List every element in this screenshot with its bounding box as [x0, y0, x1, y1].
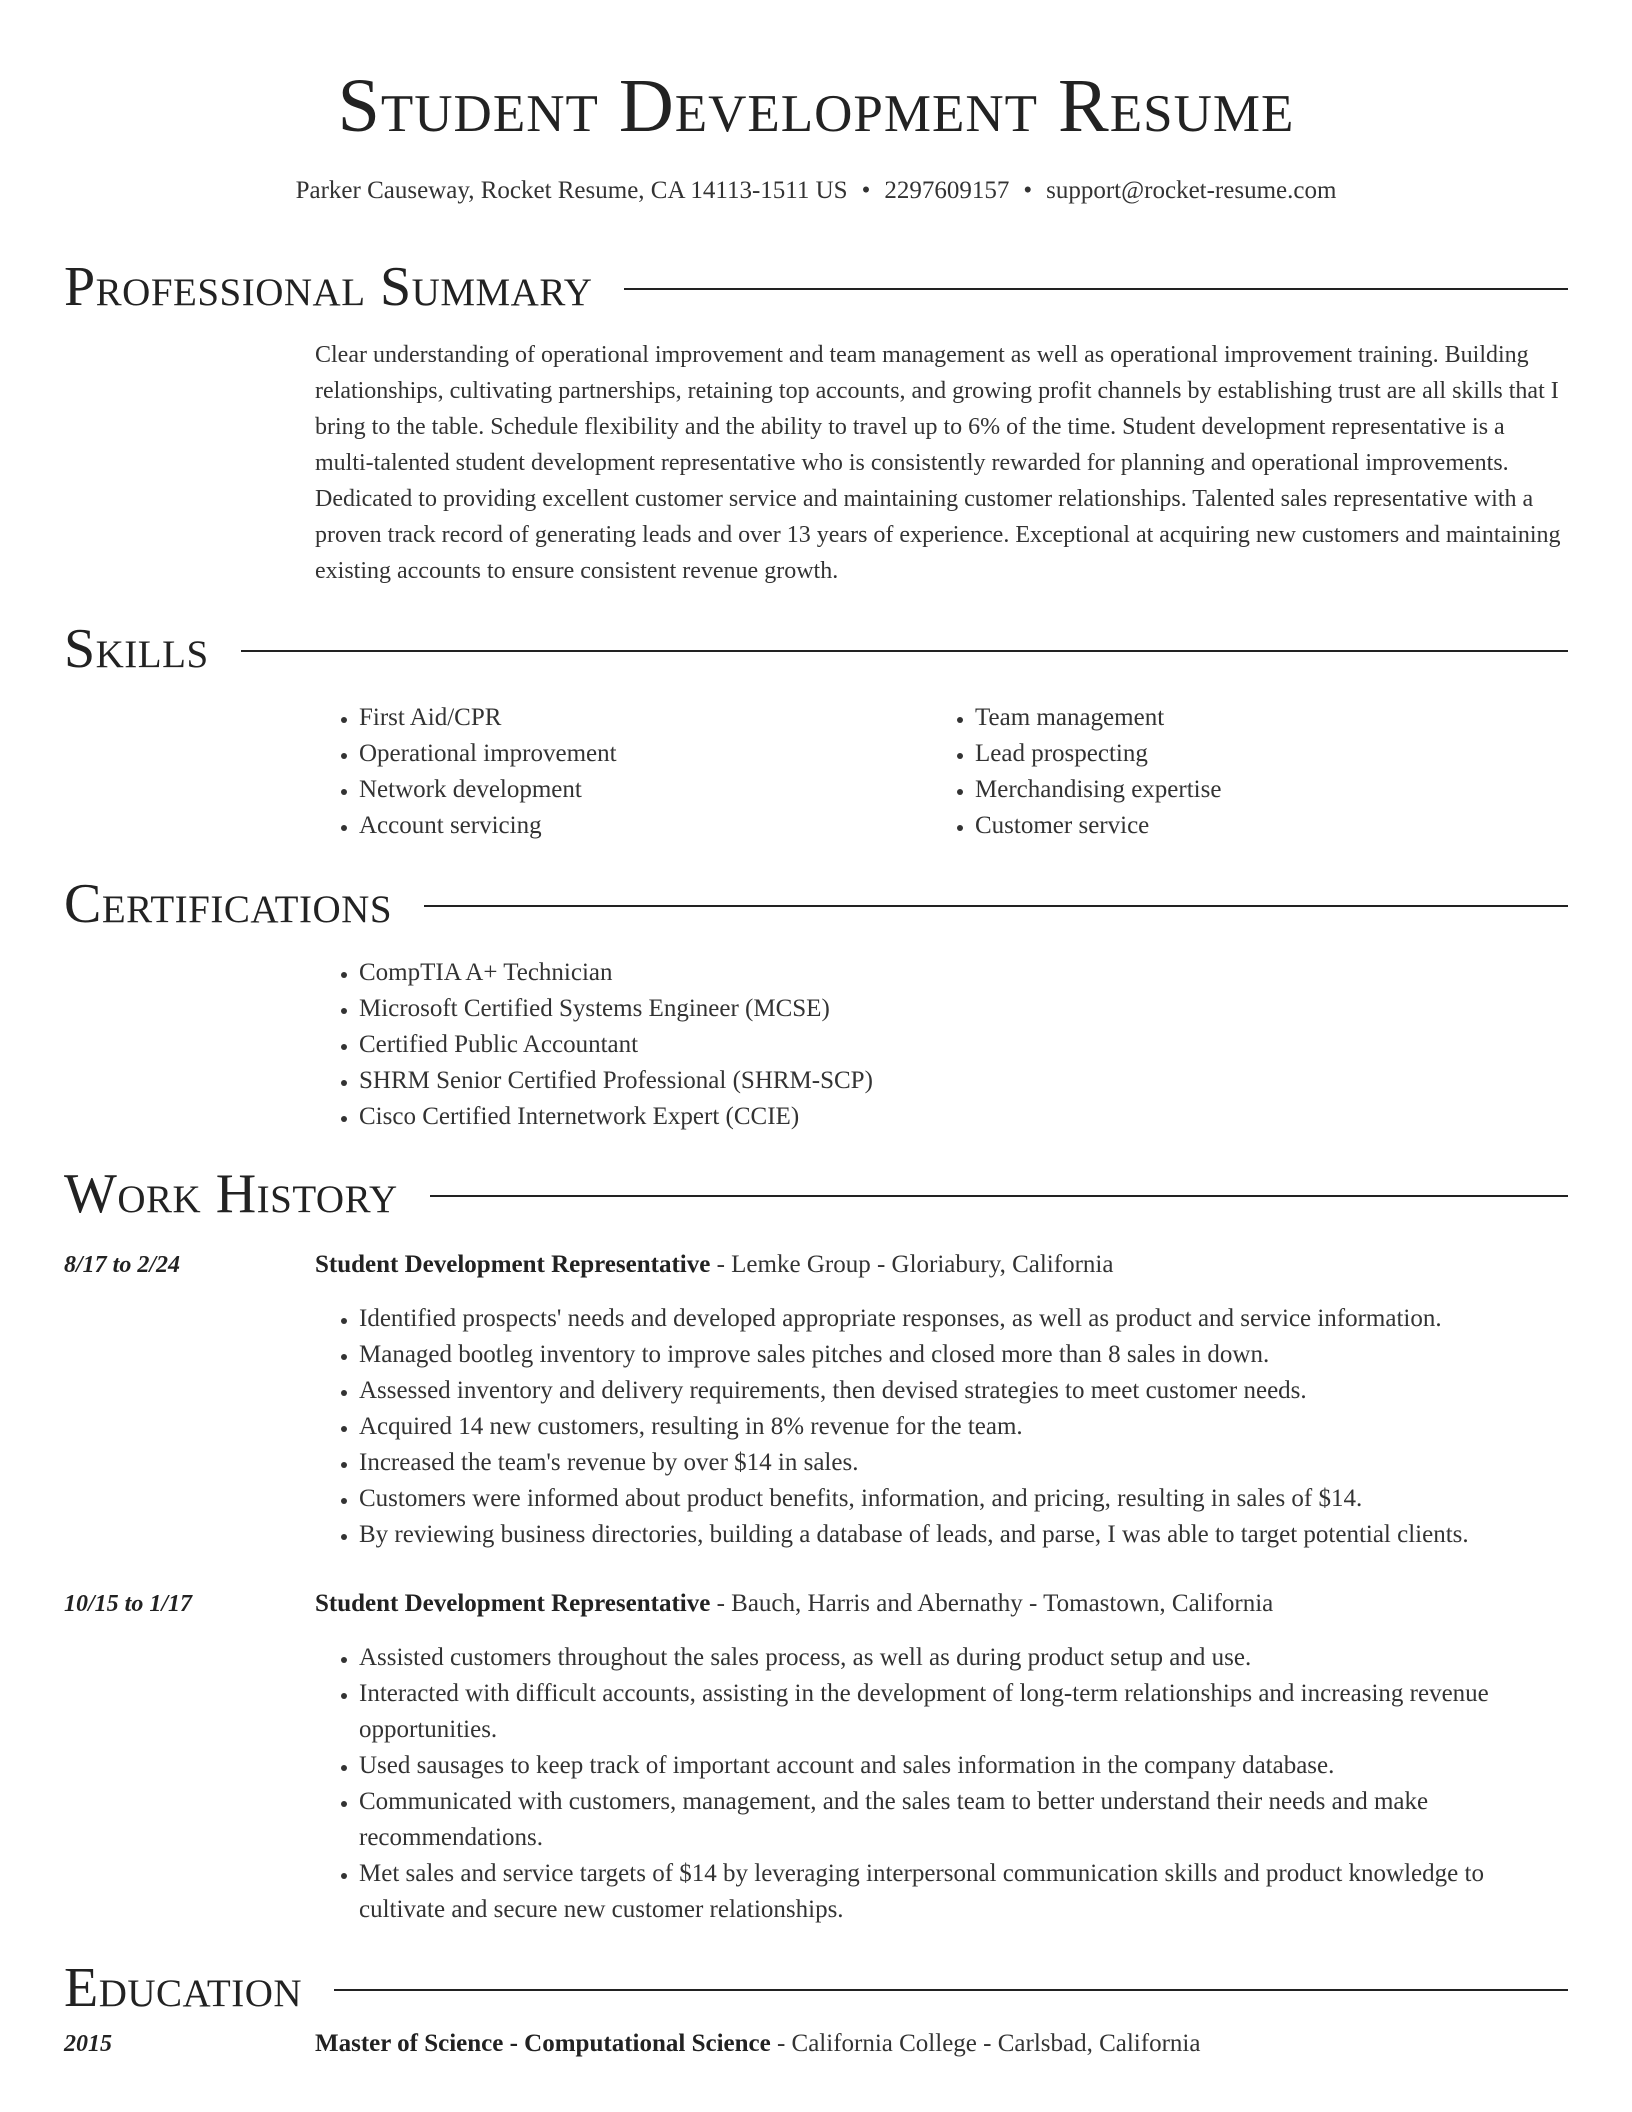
skills-column-left	[315, 700, 875, 844]
job-bullet: • Identified prospects' needs and developed appropriate responses, as well as product and service information.	[359, 1301, 1565, 1337]
job-bullet: • Met sales and service targets of $14 by leveraging interpersonal communication skills and product knowledge to cultivate and secure new customer relationships.	[359, 1856, 1565, 1928]
skill-item: • Merchandising expertise	[975, 772, 1491, 808]
email-link[interactable]: support@rocket-resume.com	[1046, 177, 1337, 204]
skill-item: • Network development	[359, 772, 875, 808]
job-bullets	[315, 1301, 1565, 1553]
job-bullet: • Managed bootleg inventory to improve sales pitches and closed more than 8 sales in down.	[359, 1337, 1565, 1373]
section-header-work	[64, 1159, 1568, 1229]
certification-item: • CompTIA A+ Technician	[359, 955, 1415, 991]
section-title-work: Work History	[64, 1163, 398, 1225]
education-year: 2015	[64, 2031, 112, 2057]
section-divider	[241, 650, 1568, 652]
skill-item: • Operational improvement	[359, 736, 875, 772]
job-bullet: • Acquired 14 new customers, resulting in 8% revenue for the team.	[359, 1409, 1565, 1445]
section-header-education	[64, 1953, 1568, 2023]
contact-line	[0, 174, 1632, 208]
job-dates: 10/15 to 1/17	[64, 1591, 193, 1617]
job-employer: - Lemke Group - Gloriabury, California	[710, 1251, 1114, 1278]
job-bullets	[315, 1640, 1565, 1928]
certification-item: • Certified Public Accountant	[359, 1027, 1415, 1063]
section-divider	[430, 1195, 1568, 1197]
education-degree: Master of Science - Computational Science	[315, 2030, 771, 2057]
job-bullet: • Communicated with customers, management, and the sales team to better understand their needs and make recommendations.	[359, 1784, 1565, 1856]
section-header-summary	[64, 252, 1568, 322]
section-title-skills: Skills	[64, 618, 209, 680]
address-text: Parker Causeway, Rocket Resume, CA 14113-1511 US	[295, 177, 848, 204]
job-bullet: • Assessed inventory and delivery requirements, then devised strategies to meet customer needs.	[359, 1373, 1565, 1409]
job-bullet: • By reviewing business directories, building a database of leads, and parse, I was able to target potential clients.	[359, 1517, 1565, 1553]
section-header-certifications	[64, 869, 1568, 939]
section-divider	[424, 905, 1568, 907]
skill-item: • First Aid/CPR	[359, 700, 875, 736]
certification-item: • Cisco Certified Internetwork Expert (CCIE)	[359, 1099, 1415, 1135]
job-bullet: • Interacted with difficult accounts, assisting in the development of long-term relationships and increasing revenue opportunities.	[359, 1676, 1565, 1748]
job-dates: 8/17 to 2/24	[64, 1252, 181, 1278]
skills-column-right	[931, 700, 1491, 844]
phone-text: 2297609157	[884, 177, 1010, 204]
job-bullet: • Increased the team's revenue by over $14 in sales.	[359, 1445, 1565, 1481]
certification-item: • SHRM Senior Certified Professional (SHRM-SCP)	[359, 1063, 1415, 1099]
section-title-summary: Professional Summary	[64, 256, 593, 318]
section-header-skills	[64, 614, 1568, 684]
skill-item: • Customer service	[975, 808, 1491, 844]
job-bullet: • Assisted customers throughout the sales process, as well as during product setup and use.	[359, 1640, 1565, 1676]
education-heading	[315, 2026, 1200, 2062]
certification-item: • Microsoft Certified Systems Engineer (MCSE)	[359, 991, 1415, 1027]
job-title: Student Development Representative	[315, 1251, 711, 1278]
separator: •	[1023, 177, 1033, 204]
skill-item: • Team management	[975, 700, 1491, 736]
skill-item: • Account servicing	[359, 808, 875, 844]
section-divider	[624, 288, 1568, 290]
section-title-certifications: Certifications	[64, 873, 393, 935]
job-heading	[315, 1586, 1273, 1622]
separator: •	[861, 177, 871, 204]
education-school: - California College - Carlsbad, California	[770, 2030, 1201, 2057]
page-title: Student Development Resume	[337, 64, 1295, 148]
job-title: Student Development Representative	[315, 1590, 711, 1617]
summary-paragraph: Clear understanding of operational improvement and team management as well as operational improvement training. Building relationships, cultivating partnerships, retaining top accounts, and growing profit channels by establishing trust are all skills that I bring to the table. Schedule flexibility and the ability to travel up to 6% of the time. Student development representative is a multi-talented student development representative who is consistently rewarded for planning and operational improvements. Dedicated to providing excellent customer service and maintaining customer relationships. Talented sales representative with a proven track record of generating leads and over 13 years of experience. Exceptional at acquiring new customers and maintaining existing accounts to ensure consistent revenue growth.	[315, 342, 1561, 584]
section-title-education: Education	[64, 1957, 303, 2019]
job-employer: - Bauch, Harris and Abernathy - Tomastown, California	[710, 1590, 1274, 1617]
certifications-list	[315, 955, 1415, 1135]
section-divider	[334, 1989, 1568, 1991]
job-heading	[315, 1247, 1113, 1283]
job-bullet: • Used sausages to keep track of important account and sales information in the company database.	[359, 1748, 1565, 1784]
job-bullet: • Customers were informed about product benefits, information, and pricing, resulting in sales of $14.	[359, 1481, 1565, 1517]
skill-item: • Lead prospecting	[975, 736, 1491, 772]
